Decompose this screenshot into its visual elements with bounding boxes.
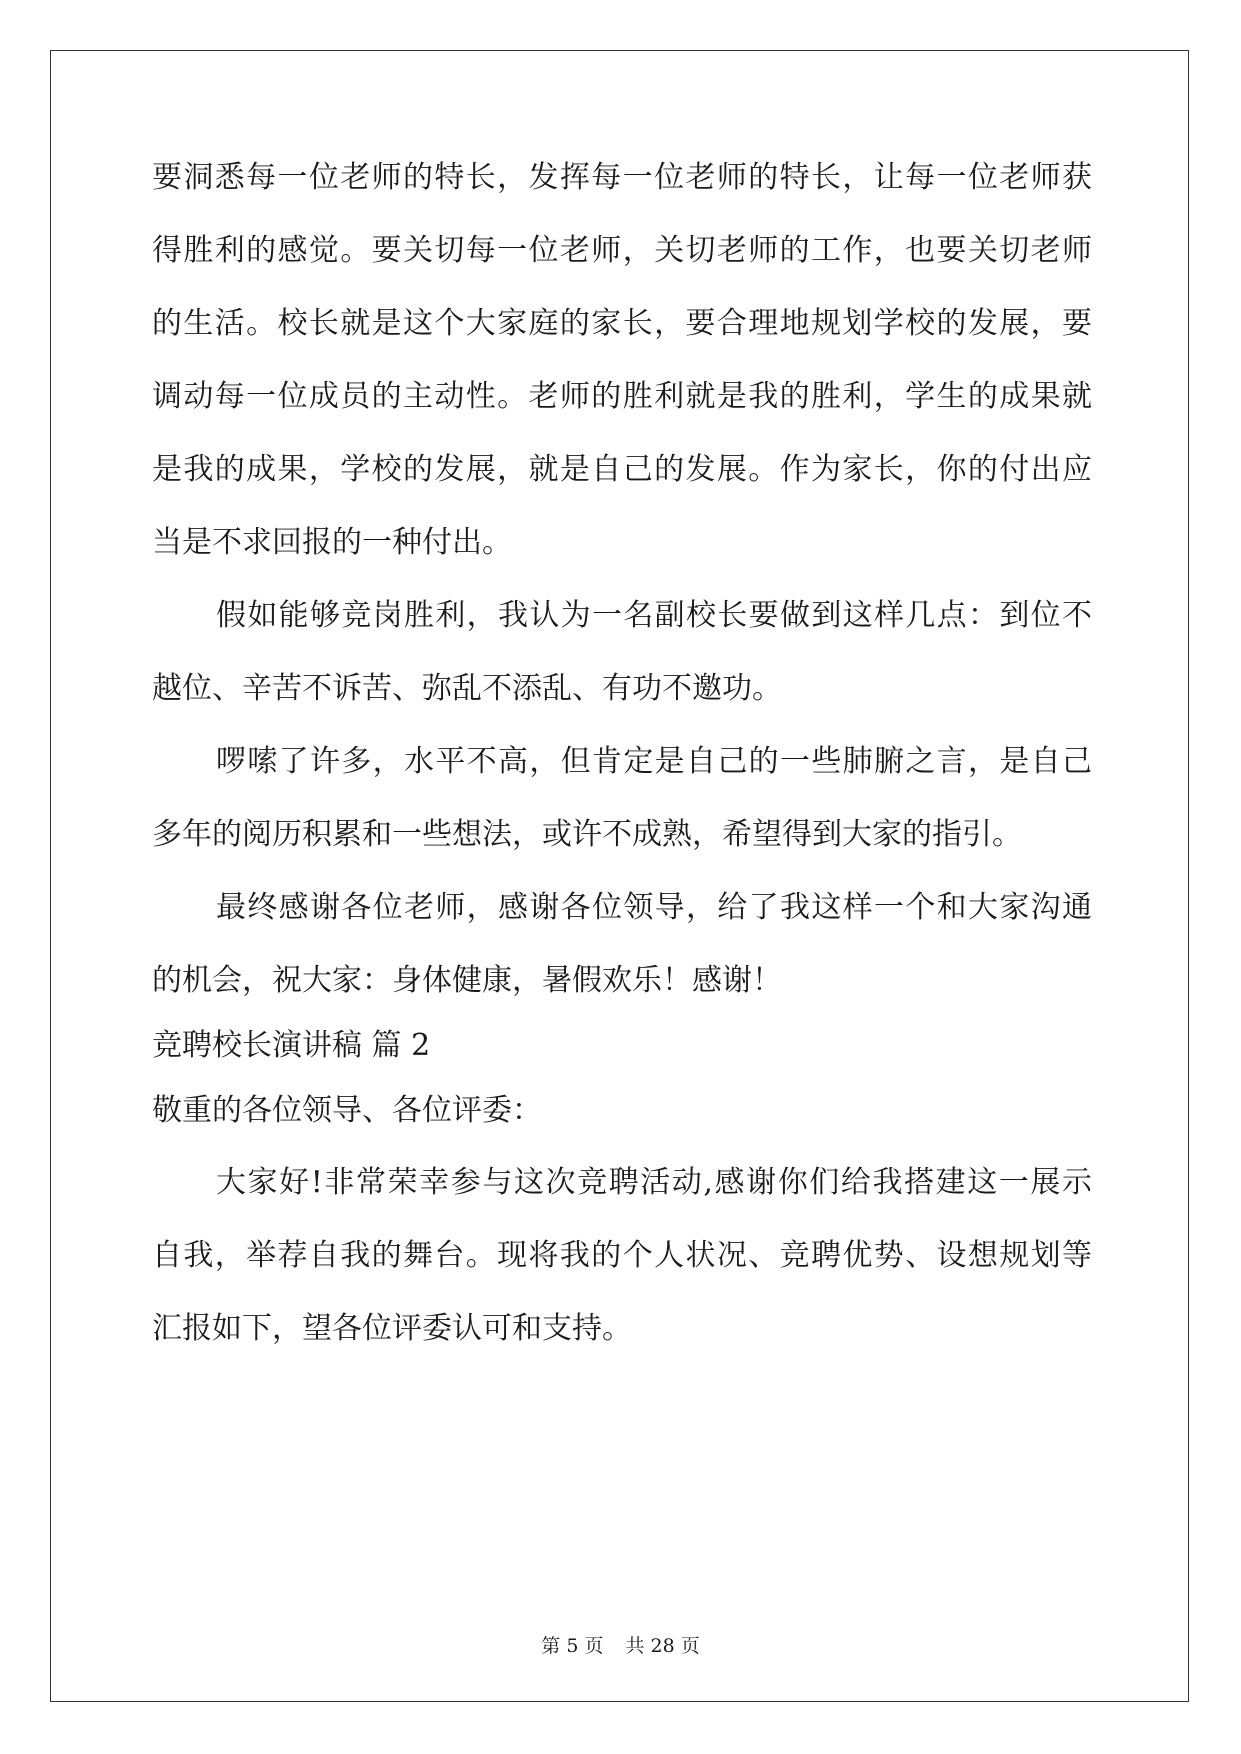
paragraph-line: 多年的阅历积累和一些想法，或许不成熟，希望得到大家的指引。 [152, 817, 1022, 852]
paragraph-line: 得胜利的感觉。要关切每一位老师，关切老师的工作，也要关切老师 [152, 233, 1092, 268]
paragraph-line: 自我，举荐自我的舞台。现将我的个人状况、竞聘优势、设想规划等 [152, 1238, 1092, 1273]
paragraph-line: 汇报如下，望各位评委认可和支持。 [152, 1311, 632, 1346]
paragraph-line: 调动每一位成员的主动性。老师的胜利就是我的胜利，学生的成果就 [152, 379, 1092, 414]
paragraph-line: 的生活。校长就是这个大家庭的家长，要合理地规划学校的发展，要 [152, 306, 1092, 341]
paragraph-line: 要洞悉每一位老师的特长，发挥每一位老师的特长，让每一位老师获 [152, 160, 1092, 195]
page-border [50, 50, 1189, 1702]
salutation: 敬重的各位领导、各位评委： [152, 1093, 542, 1128]
paragraph-line: 的机会，祝大家：身体健康，暑假欢乐！感谢！ [152, 963, 782, 998]
paragraph-line: 大家好!非常荣幸参与这次竞聘活动,感谢你们给我搭建这一展示 [216, 1165, 1092, 1200]
paragraph-line: 越位、辛苦不诉苦、弥乱不添乱、有功不邀功。 [152, 671, 782, 706]
paragraph-line: 啰嗦了许多，水平不高，但肯定是自己的一些肺腑之言，是自己 [216, 744, 1092, 779]
page-number: 第 5 页 [541, 1635, 604, 1657]
paragraph-line: 当是不求回报的一种付出。 [152, 525, 512, 560]
page-total: 共 28 页 [625, 1635, 700, 1657]
page-footer [0, 1634, 1241, 1658]
section-heading: 竞聘校长演讲稿 篇 2 [152, 1028, 431, 1063]
paragraph-line: 是我的成果，学校的发展，就是自己的发展。作为家长，你的付出应 [152, 452, 1092, 487]
paragraph-line: 最终感谢各位老师，感谢各位领导，给了我这样一个和大家沟通 [216, 890, 1092, 925]
paragraph-line: 假如能够竞岗胜利，我认为一名副校长要做到这样几点：到位不 [216, 598, 1092, 633]
